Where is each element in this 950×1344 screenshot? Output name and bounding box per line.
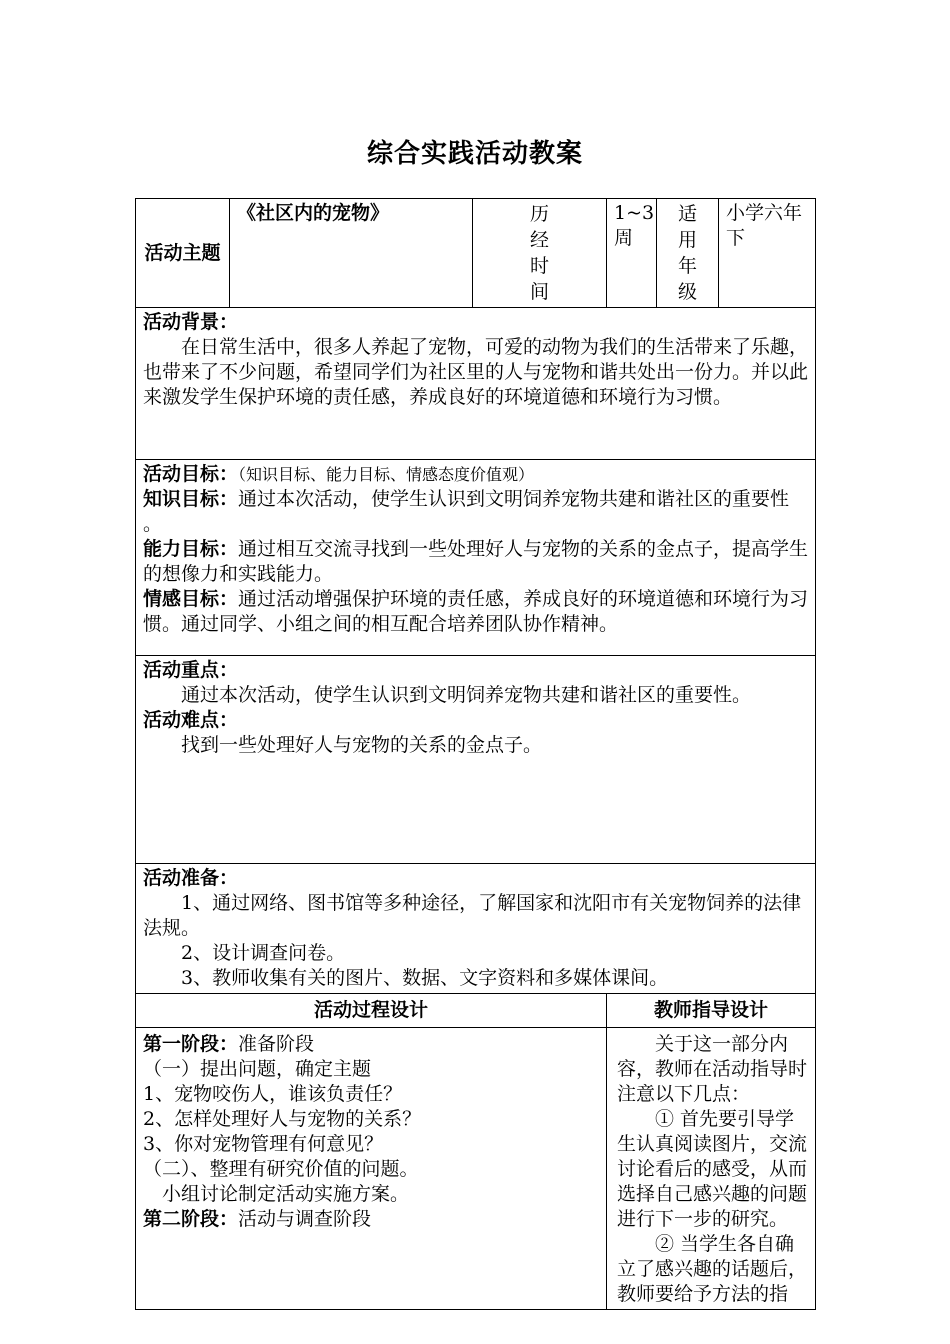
goals-note: （知识目标、能力目标、情感态度价值观） xyxy=(238,465,535,484)
process-line: （一）提出问题，确定主题 xyxy=(143,1058,372,1080)
preparation-item: 1、通过网络、图书馆等多种途径，了解国家和沈阳市有关宠物饲养的法律法规。 xyxy=(143,892,802,939)
key-point-label: 活动重点： xyxy=(143,659,239,681)
guidance-paragraph: 关于这一部分内容，教师在活动指导时注意以下几点： xyxy=(617,1033,808,1105)
grade-value: 小学六年下 xyxy=(726,202,803,249)
background-label: 活动背景： xyxy=(143,311,239,333)
stage1-label: 第一阶段： xyxy=(143,1033,239,1055)
key-point-text: 通过本次活动，使学生认识到文明饲养宠物共建和谐社区的重要性。 xyxy=(181,684,752,706)
guidance-header: 教师指导设计 xyxy=(654,999,769,1021)
goals-section xyxy=(136,460,816,656)
difficulty-label: 活动难点： xyxy=(143,709,239,731)
duration-label: 历经时间 xyxy=(530,203,550,303)
duration-value-cell xyxy=(607,199,657,308)
duration-label-cell xyxy=(473,199,607,308)
stage1-text: 准备阶段 xyxy=(238,1033,315,1055)
theme-label-cell xyxy=(136,199,230,308)
background-section xyxy=(136,308,816,460)
emotion-goal-text: 通过活动增强保护环境的责任感，养成良好的环境道德和环境行为习惯。通过同学、小组之间的相互配合培养团队协作精神。 xyxy=(143,588,809,635)
preparation-section xyxy=(136,864,816,994)
grade-label: 适用年级 xyxy=(678,203,698,303)
theme-value: 《社区内的宠物》 xyxy=(237,202,390,224)
process-header-cell xyxy=(136,994,607,1028)
difficulty-text: 找到一些处理好人与宠物的关系的金点子。 xyxy=(181,734,543,756)
preparation-item: 2、设计调查问卷。 xyxy=(181,942,346,964)
process-header: 活动过程设计 xyxy=(314,999,429,1021)
guidance-header-cell xyxy=(607,994,816,1028)
process-cell xyxy=(136,1028,607,1310)
guidance-paragraph: ② 当学生各自确立了感兴趣的话题后，教师要给予方法的指 xyxy=(617,1233,808,1305)
theme-value-cell xyxy=(230,199,473,308)
knowledge-goal-text: 通过本次活动，使学生认识到文明饲养宠物共建和谐社区的重要性 。 xyxy=(143,488,790,535)
process-line: 小组讨论制定活动实施方案。 xyxy=(143,1183,410,1205)
preparation-label: 活动准备： xyxy=(143,867,239,889)
process-line: 1、宠物咬伤人，谁该负责任？ xyxy=(143,1083,403,1105)
ability-goal-text: 通过相互交流寻找到一些处理好人与宠物的关系的金点子，提高学生的想像力和实践能力。 xyxy=(143,538,809,585)
process-line: 3、你对宠物管理有何意见？ xyxy=(143,1133,384,1155)
ability-goal-label: 能力目标： xyxy=(143,538,239,560)
stage2-text: 活动与调查阶段 xyxy=(238,1208,372,1230)
background-text: 在日常生活中，很多人养起了宠物，可爱的动物为我们的生活带来了乐趣，也带来了不少问题，希望同学们为社区里的人与宠物和谐共处出一份力。并以此来激发学生保护环境的责任感，养成良好的环境道德和环境行为习惯。 xyxy=(143,336,809,408)
guidance-cell xyxy=(607,1028,816,1310)
lesson-plan-table xyxy=(135,198,816,1310)
page-title: 综合实践活动教案 xyxy=(366,139,583,169)
emotion-goal-label: 情感目标： xyxy=(143,588,239,610)
theme-label: 活动主题 xyxy=(144,241,221,264)
preparation-item: 3、教师收集有关的图片、数据、文字资料和多媒体课间。 xyxy=(181,967,669,989)
duration-value: 1~3 周 xyxy=(614,202,655,249)
focus-section xyxy=(136,656,816,864)
grade-label-cell xyxy=(657,199,719,308)
guidance-paragraph: ① 首先要引导学生认真阅读图片，交流讨论看后的感受，从而选择自己感兴趣的问题进行下一步的研究。 xyxy=(617,1108,808,1230)
grade-value-cell xyxy=(719,199,816,308)
stage2-label: 第二阶段： xyxy=(143,1208,239,1230)
knowledge-goal-label: 知识目标： xyxy=(143,488,239,510)
process-line: 2、怎样处理好人与宠物的关系？ xyxy=(143,1108,422,1130)
process-line: （二）、整理有研究价值的问题。 xyxy=(143,1158,419,1180)
goals-label: 活动目标： xyxy=(143,463,239,485)
